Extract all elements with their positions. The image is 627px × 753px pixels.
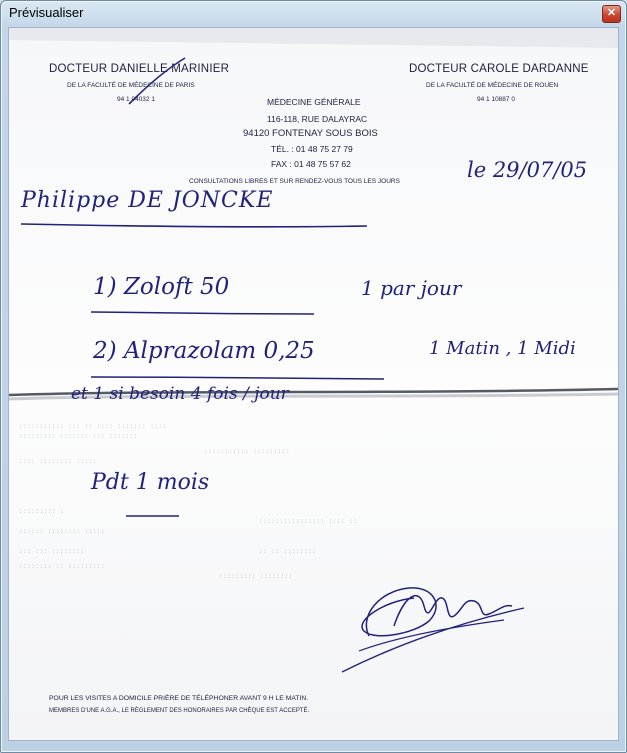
ghost-text: ::::::::::: :::::::::: [204, 448, 291, 455]
duration-underline: [124, 512, 184, 520]
ghost-text: :::::::: :: :::::::::: [19, 563, 106, 570]
title-bar[interactable]: [1, 1, 626, 27]
ghost-text: ::::::::: :: [19, 508, 65, 515]
drug-1-dose: 1 par jour: [361, 276, 462, 300]
doctor-left-name: DOCTEUR DANIELLE MARINIER: [49, 63, 230, 75]
prescription-date: le 29/07/05: [467, 158, 588, 182]
ghost-text: :: :: ::::::::: [259, 548, 317, 555]
drug-1: 1) Zoloft 50: [93, 274, 230, 300]
close-button[interactable]: [602, 5, 621, 23]
drug-1-underline: [89, 308, 319, 318]
address-city: 94120 FONTENAY SOUS BOIS: [243, 128, 378, 139]
address-street: 116-118, RUE DALAYRAC: [267, 114, 368, 124]
doctor-right-name: DOCTEUR CAROLE DARDANNE: [409, 63, 589, 75]
drug-2: 2) Alprazolam 0,25: [93, 338, 315, 364]
prescription-document: [9, 28, 618, 740]
window-title: Prévisualiser: [9, 5, 84, 20]
ghost-text: :::::: :::::::: :::::: [19, 528, 106, 535]
doctor-right-faculty: DE LA FACULTÉ DE MÉDECINE DE ROUEN: [426, 82, 559, 89]
specialty: MÉDECINE GÉNÉRALE: [267, 97, 361, 107]
strike-mark: [127, 56, 187, 106]
consultations: CONSULTATIONS LIBRES ET SUR RENDEZ-VOUS TOUS LES JOURS: [189, 178, 400, 185]
ghost-text: :::: :::::::: :::::: [19, 458, 97, 465]
ghost-text: ::: ::: ::::::::: [19, 548, 85, 555]
ghost-text: :::::::::::::::: :::: ::: [259, 518, 358, 525]
footer-line-1: POUR LES VISITES A DOMICILE PRIÈRE DE TÉLÉPHONER AVANT 9 H LE MATIN.: [49, 695, 309, 702]
ghost-text: ::::::::: ::::::::: [219, 573, 293, 580]
ghost-text: ::::::::: ::::::: ::: :::::::: [19, 433, 138, 440]
phone: TÉL. : 01 48 75 27 79: [271, 144, 353, 154]
doctor-left-faculty: DE LA FACULTÉ DE MÉDECINE DE PARIS: [67, 82, 195, 89]
drug-2-underline: [89, 373, 389, 383]
ghost-text: ::::::::::: ::: :: :::: ::::::: ::::: [19, 423, 167, 430]
footer-line-2: MEMBRES D'UNE A.G.A., LE RÈGLEMENT DES HONORAIRES PAR CHÈQUE EST ACCEPTÉ.: [49, 708, 310, 714]
fax: FAX : 01 48 75 57 62: [271, 159, 351, 169]
duration: Pdt 1 mois: [91, 470, 210, 495]
patient-name: Philippe DE JONCKE: [21, 188, 274, 213]
close-icon: ✕: [606, 7, 617, 19]
patient-underline: [19, 220, 369, 230]
drug-2-extra: et 1 si besoin 4 fois / jour: [71, 384, 289, 404]
drug-2-dose: 1 Matin , 1 Midi: [429, 338, 576, 359]
preview-area: [8, 27, 619, 741]
doctor-right-number: 94 1 10887 0: [477, 96, 515, 103]
signature: [334, 576, 534, 676]
doctor-left-number: 94 1 04032 1: [117, 96, 155, 103]
